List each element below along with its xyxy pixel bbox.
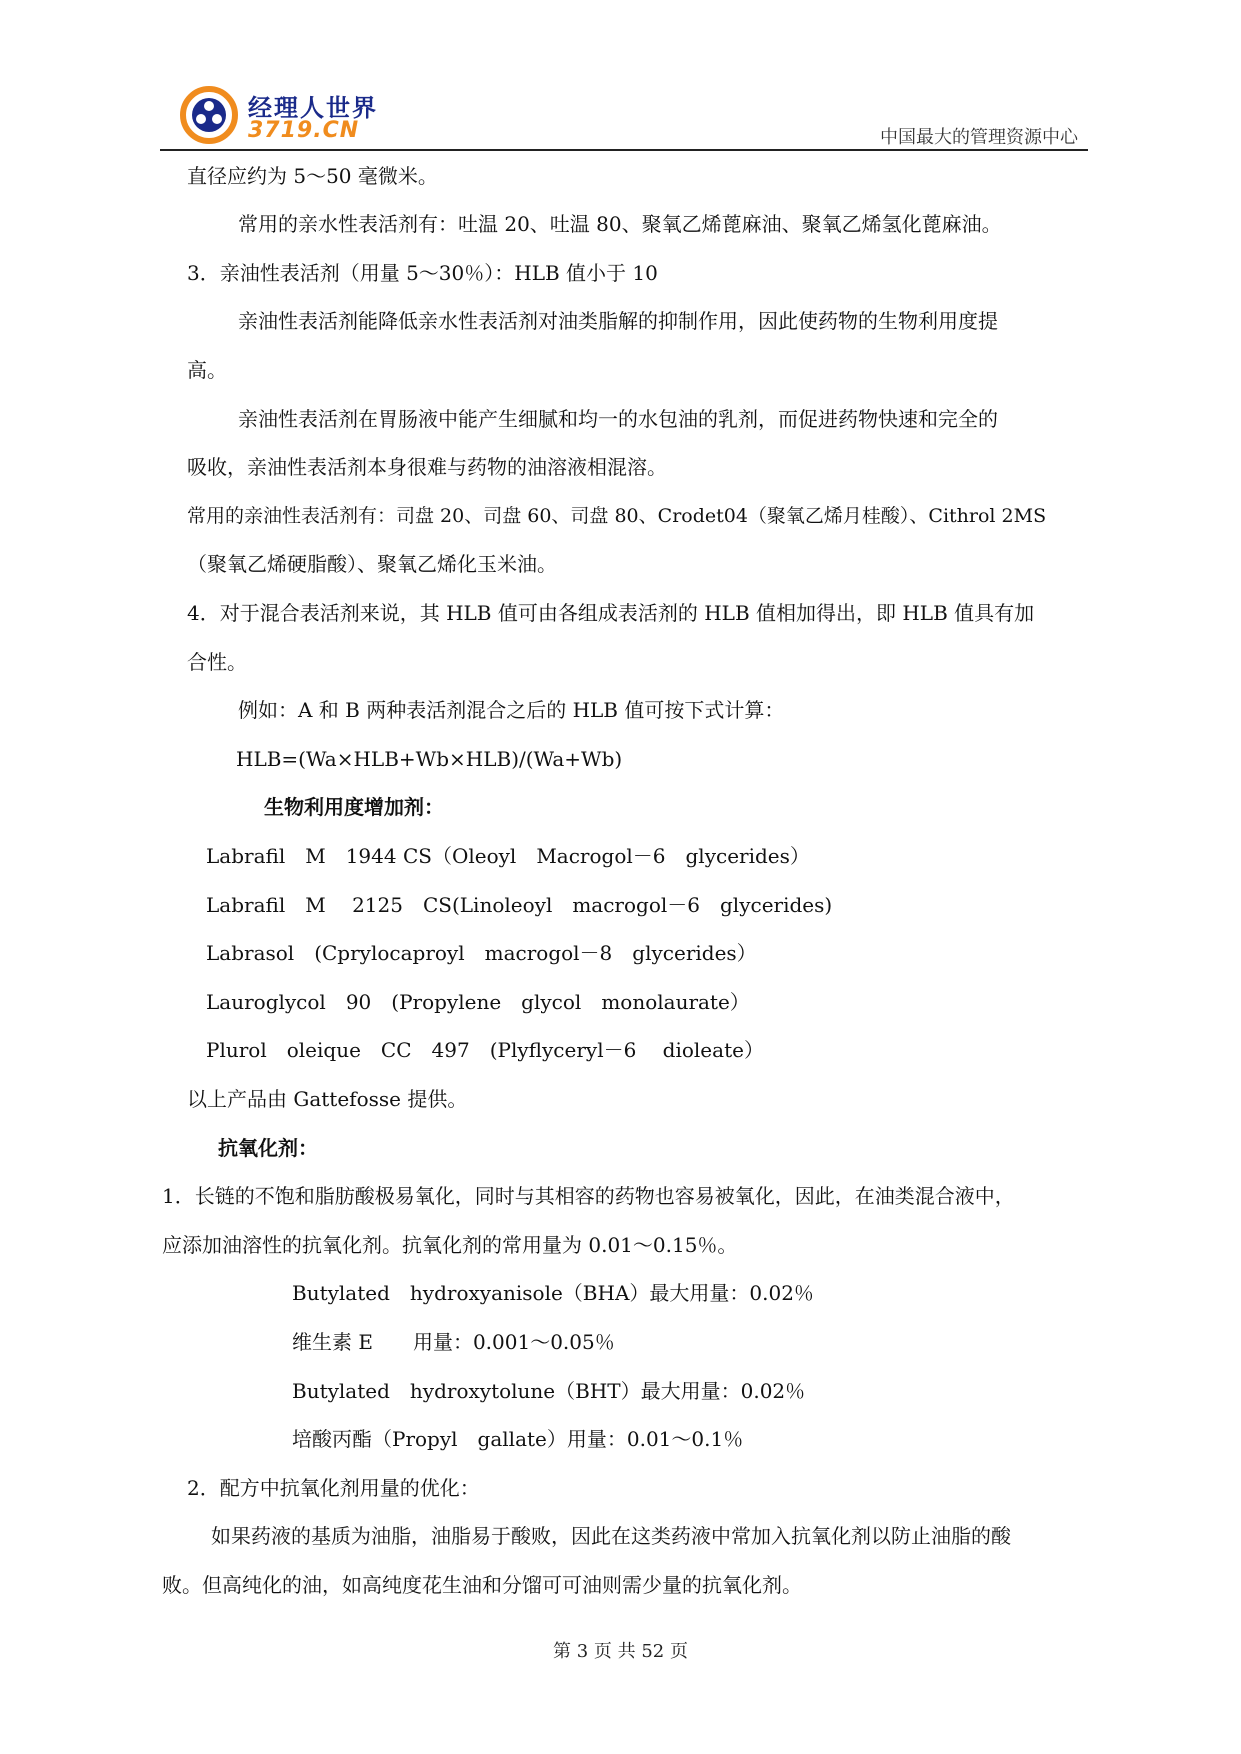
antioxidant-item: 培酸丙酯（Propyl gallate）用量：0.01～0.1％ (292, 1427, 744, 1451)
antioxidant-item: Butylated hydroxyanisole（BHA）最大用量：0.02％ (292, 1281, 814, 1305)
formula: HLB=(Wa×HLB+Wb×HLB)/(Wa+Wb) (236, 747, 623, 771)
body-line: 亲油性表活剂能降低亲水性表活剂对油类脂解的抑制作用，因此使药物的生物利用度提 (238, 309, 998, 333)
product-item: Labrasol (Cprylocaproyl macrogol－8 glycerides） (206, 941, 757, 965)
header-divider (160, 149, 1088, 151)
body-line: 常用的亲水性表活剂有：吐温 20、吐温 80、聚氧乙烯蓖麻油、聚氧乙烯氢化蓖麻油。 (238, 212, 1002, 236)
antioxidant-item: 维生素 E 用量：0.001～0.05％ (292, 1330, 615, 1354)
logo-text-en: 3719.CN (248, 118, 360, 143)
product-item: Labrafil M 1944 CS（Oleoyl Macrogol－6 glycerides） (206, 844, 810, 868)
body-line: 2．配方中抗氧化剂用量的优化： (187, 1476, 480, 1500)
section-heading: 抗氧化剂： (218, 1136, 318, 1160)
body-line: 以上产品由 Gattefosse 提供。 (187, 1087, 468, 1111)
body-line: 1．长链的不饱和脂肪酸极易氧化，同时与其相容的药物也容易被氧化，因此，在油类混合液中， (162, 1184, 1015, 1208)
logo-text-cn: 经理人世界 (248, 94, 378, 122)
section-heading: 生物利用度增加剂： (264, 795, 444, 819)
body-line: 高。 (187, 358, 227, 382)
body-line: 如果药液的基质为油脂，油脂易于酸败，因此在这类药液中常加入抗氧化剂以防止油脂的酸 (211, 1524, 1011, 1548)
product-item: Labrafil M 2125 CS(Linoleoyl macrogol－6 glycerides) (206, 893, 833, 917)
body-line: （聚氧乙烯硬脂酸）、聚氧乙烯化玉米油。 (187, 552, 557, 576)
antioxidant-item: Butylated hydroxytolune（BHT）最大用量：0.02％ (292, 1379, 806, 1403)
body-line: 吸收，亲油性表活剂本身很难与药物的油溶液相混溶。 (187, 455, 667, 479)
page-header (160, 78, 1088, 152)
product-item: Plurol oleique CC 497 (Plyflyceryl－6 dioleate） (206, 1038, 764, 1062)
body-line: 4．对于混合表活剂来说，其 HLB 值可由各组成表活剂的 HLB 值相加得出，即 HLB 值具有加 (187, 601, 1035, 625)
body-line: 例如：A 和 B 两种表活剂混合之后的 HLB 值可按下式计算： (238, 698, 785, 722)
body-line: 亲油性表活剂在胃肠液中能产生细腻和均一的水包油的乳剂，而促进药物快速和完全的 (238, 407, 998, 431)
body-line: 常用的亲油性表活剂有：司盘 20、司盘 60、司盘 80、Crodet04（聚氧乙烯月桂酸）、Cithrol 2MS (187, 505, 1047, 527)
product-item: Lauroglycol 90 (Propylene glycol monolaurate） (206, 990, 750, 1014)
body-line: 直径应约为 5～50 毫微米。 (187, 164, 438, 188)
logo-icon (180, 86, 238, 144)
body-line: 败。但高纯化的油，如高纯度花生油和分馏可可油则需少量的抗氧化剂。 (162, 1573, 802, 1597)
body-line: 应添加油溶性的抗氧化剂。抗氧化剂的常用量为 0.01～0.15％。 (162, 1233, 738, 1257)
header-tagline: 中国最大的管理资源中心 (880, 127, 1078, 148)
body-line: 合性。 (187, 650, 247, 674)
body-line: 3．亲油性表活剂（用量 5～30％）：HLB 值小于 10 (187, 261, 658, 285)
page-number: 第 3 页 共 52 页 (553, 1641, 688, 1662)
